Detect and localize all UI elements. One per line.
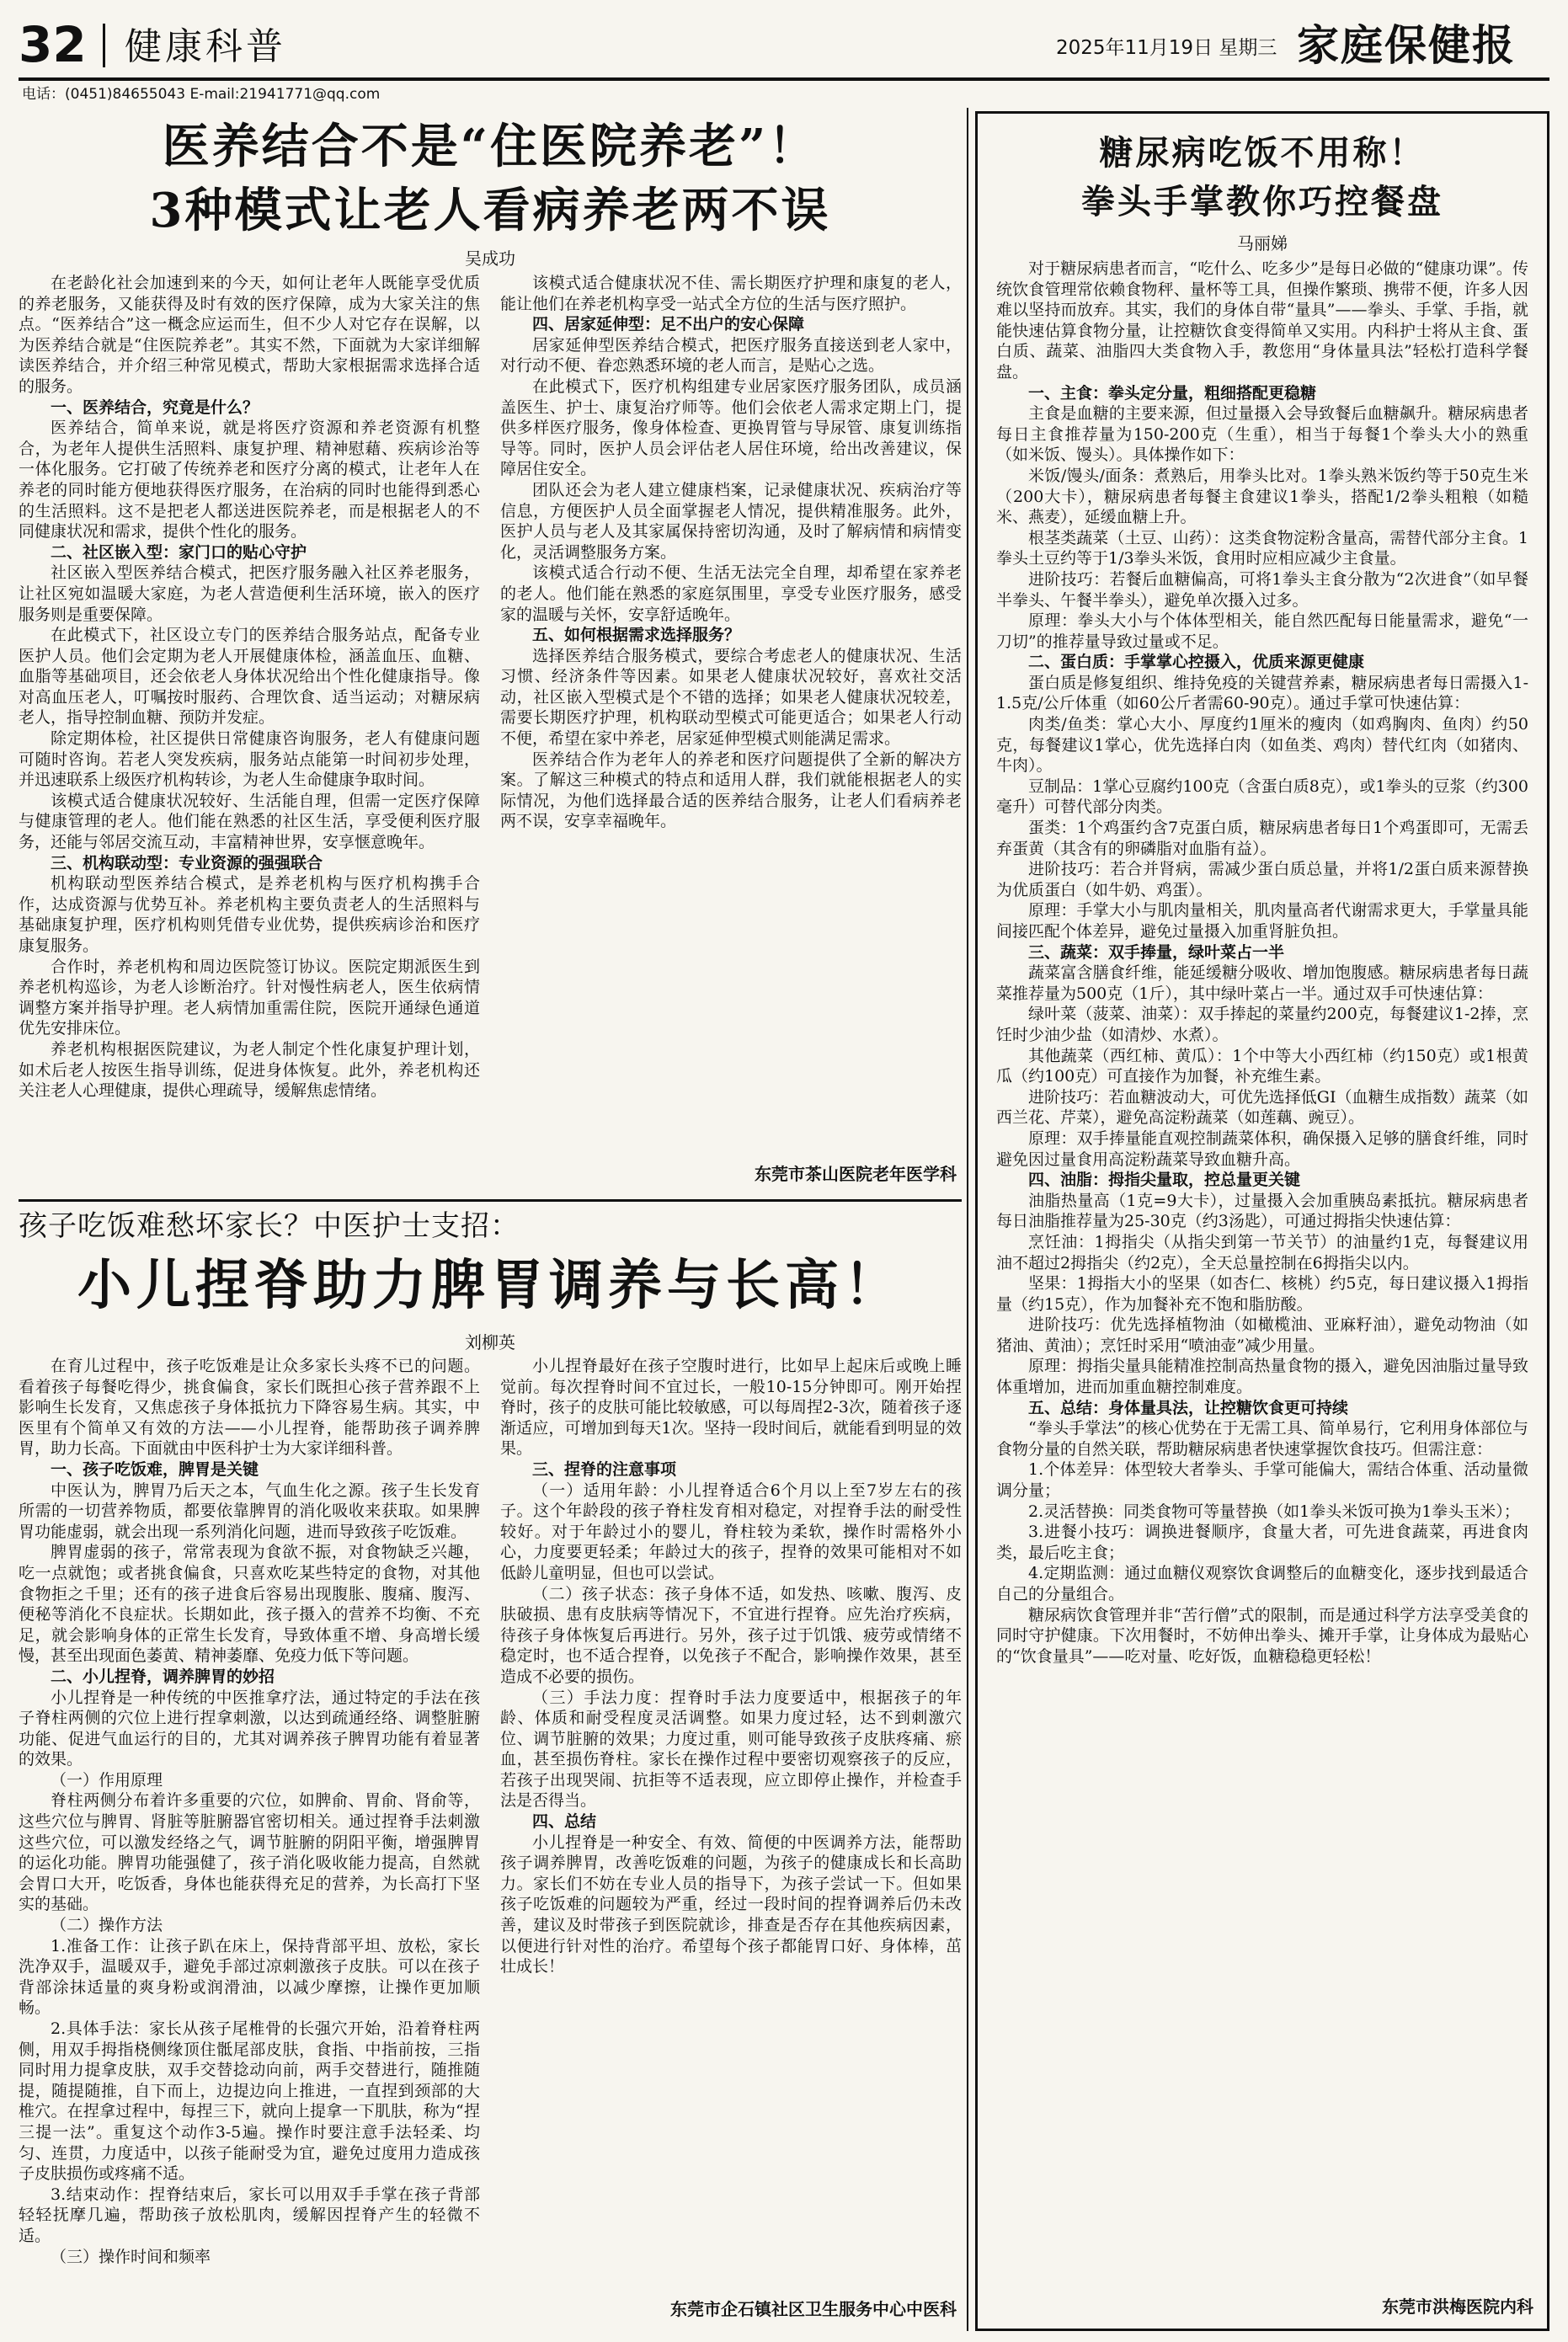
- article-author: 马丽娣: [1237, 233, 1288, 253]
- title-line-1: 糖尿病吃饭不用称！: [1099, 133, 1426, 173]
- paragraph: 在此模式下，医疗机构组建专业居家医疗服务团队，成员涵盖医生、护士、康复治疗师等。他们会依老人需求定期上门，提供多样医疗服务，像身体检查、更换胃管与导尿管、康复训练指导等。同时，医护人员会评估老人居住环境，给出改善建议，保障居住安全。: [500, 376, 962, 479]
- paragraph: 该模式适合健康状况不佳、需长期医疗护理和康复的老人，能让他们在养老机构享受一站式全方位的生活与医疗照护。: [500, 274, 962, 313]
- article-title: 小儿捏脊助力脾胃调养与长高！: [77, 1254, 903, 1317]
- paragraph: 养老机构根据医院建议，为老人制定个性化康复护理计划，如术后老人按医生指导训练，促进身体恢复。此外，养老机构还关注老人心理健康，提供心理疏导，缓解焦虑情绪。: [19, 1039, 480, 1101]
- paper-name: 家庭保健报: [1297, 20, 1516, 70]
- paragraph: 原理：拳头大小与个体体型相关，能自然匹配每日能量需求，避免“一刀切”的推荐量导致过量或不足。: [996, 611, 1528, 651]
- masthead-divider: [103, 24, 105, 67]
- section-heading: 三、捏脊的注意事项: [532, 1459, 677, 1479]
- paragraph: 2.灵活替换：同类食物可等量替换（如1拳头米饭可换为1拳头玉米）；: [1028, 1502, 1520, 1521]
- paragraph: 机构联动型医养结合模式，是养老机构与医疗机构携手合作，达成资源与优势互补。养老机构主要负责老人的生活照料与基础康复护理，医疗机构则凭借专业优势，提供疾病诊治和医疗康复服务。: [19, 874, 480, 955]
- paragraph: 除定期体检，社区提供日常健康咨询服务，老人有健康问题可随时咨询。若老人突发疾病，服务站点能第一时间初步处理，并迅速联系上级医疗机构转诊，为老人生命健康争取时间。: [19, 729, 480, 790]
- paragraph: 社区嵌入型医养结合模式，把医疗服务融入社区养老服务，让社区宛如温暖大家庭，为老人营造便利生活环境，嵌入的医疗服务则是重要保障。: [19, 563, 480, 624]
- paragraph: 蔬菜富含膳食纤维，能延缓糖分吸收、增加饱腹感。糖尿病患者每日蔬菜推荐量为500克（1斤），其中绿叶菜占一半。通过双手可快速估算：: [996, 963, 1528, 1003]
- paragraph: 该模式适合行动不便、生活无法完全自理，却希望在家养老的老人。他们能在熟悉的家庭氛围里，享受专业医疗服务，感受家的温暖与关怀，安享舒适晚年。: [500, 563, 962, 624]
- article-author: 刘柳英: [465, 1332, 515, 1352]
- paragraph: 4.定期监测：通过血糖仪观察饮食调整后的血糖变化，逐步找到最适合自己的分量组合。: [996, 1564, 1528, 1603]
- paragraph: 原理：拇指尖量具能精准控制高热量食物的摄入，避免因油脂过量导致体重增加，进而加重血糖控制难度。: [996, 1357, 1528, 1397]
- paragraph: 合作时，养老机构和周边医院签订协议。医院定期派医生到养老机构巡诊，为老人诊断治疗。针对慢性病老人，医生依病情调整方案并指导护理。老人病情加重需住院，医院开通绿色通道优先安排床位。: [19, 957, 480, 1038]
- paragraph: 进阶技巧：若餐后血糖偏高，可将1拳头主食分散为“2次进食”（如早餐半拳头、午餐半拳头），避免单次摄入过多。: [996, 569, 1528, 610]
- section-heading: 四、居家延伸型：足不出户的安心保障: [532, 315, 805, 334]
- paragraph: 小儿捏脊最好在孩子空腹时进行，比如早上起床后或晚上睡觉前。每次捏脊时间不宜过长，一般10-15分钟即可。刚开始捏脊时，孩子的皮肤可能比较敏感，可以每周捏2-3次，随着孩子逐渐适应，可增加到每天1次。坚持一段时间后，就能看到明显的效果。: [500, 1357, 962, 1459]
- paragraph: 蛋类：1个鸡蛋约含7克蛋白质，糖尿病患者每日1个鸡蛋即可，无需丢弃蛋黄（其含有的卵磷脂对血脂有益）。: [996, 819, 1528, 858]
- paragraph: 米饭/馒头/面条：煮熟后，用拳头比对。1拳头熟米饭约等于50克生米（200大卡），糖尿病患者每餐主食建议1拳头，搭配1/2拳头粗粮（如糙米、燕麦），延缓血糖上升。: [996, 466, 1528, 527]
- article-title: [978, 129, 1547, 227]
- paragraph: 烹饪油：1拇指尖（从指尖到第一节关节）的油量约1克，每餐建议用油不超过2拇指尖（约2克），全天总量控制在6拇指尖以内。: [996, 1232, 1528, 1272]
- section-heading: 五、如何根据需求选择服务？: [532, 626, 741, 645]
- article-divider: [19, 1199, 962, 1202]
- paragraph: 脾胃虚弱的孩子，常常表现为食欲不振，对食物缺乏兴趣，吃一点就饱；或者挑食偏食，只喜欢吃某些特定的食物，对其他食物拒之千里；还有的孩子进食后容易出现腹胀、腹痛、腹泻、便秘等消化不良症状。长期如此，孩子摄入的营养不均衡、不充足，就会影响身体的正常生长发育，导致体重不增、身高增长缓慢，甚至出现面色萎黄、精神萎靡、免疫力低下等问题。: [19, 1543, 480, 1666]
- title-line-2: 3种模式让老人看病养老两不误: [149, 183, 831, 238]
- section-heading: 四、总结: [532, 1812, 597, 1832]
- section-heading: 二、小儿捏脊，调养脾胃的妙招: [51, 1667, 275, 1686]
- paragraph: 选择医养结合服务模式，要综合考虑老人的健康状况、生活习惯、经济条件等因素。如果老人健康状况较好，喜欢社交活动，社区嵌入型模式是个不错的选择；如果老人健康状况较差，需要长期医疗护理，机构联动型模式可能更适合；如果老人行动不便，希望在家中养老，居家延伸型模式则能满足需求。: [500, 646, 962, 749]
- article-title: [19, 115, 962, 243]
- paragraph: 坚果：1拇指大小的坚果（如杏仁、核桃）约5克，每日建议摄入1拇指量（约15克），作为加餐补充不饱和脂肪酸。: [996, 1274, 1528, 1314]
- section-heading: （三）操作时间和频率: [51, 2247, 211, 2266]
- paragraph: （一）适用年龄：小儿捏脊适合6个月以上至7岁左右的孩子。这个年龄段的孩子脊柱发育相对稳定，对捏脊手法的耐受性较好。对于年龄过小的婴儿，脊柱较为柔软，操作时需格外小心，力度要更轻柔；年龄过大的孩子，捏脊的效果可能相对不如低龄儿童明显，但也可以尝试。: [500, 1480, 962, 1582]
- paragraph: 进阶技巧：若血糖波动大，可优先选择低GI（血糖生成指数）蔬菜（如西兰花、芹菜），避免高淀粉蔬菜（如莲藕、豌豆）。: [996, 1087, 1528, 1128]
- page-number: 32: [19, 16, 87, 73]
- paragraph: “拳头手掌法”的核心优势在于无需工具、简单易行，它利用身体部位与食物分量的自然关联，帮助糖尿病患者快速掌握饮食技巧。但需注意：: [996, 1419, 1528, 1459]
- section-title: 健康科普: [125, 25, 286, 68]
- paragraph: 中医认为，脾胃乃后天之本，气血生化之源。孩子生长发育所需的一切营养物质，都要依靠脾胃的消化吸收来获取。如果脾胃功能虚弱，就会出现一系列消化问题，进而导致孩子吃饭难。: [19, 1480, 480, 1541]
- paragraph: 糖尿病饮食管理并非“苦行僧”式的限制，而是通过科学方法享受美食的同时守护健康。下次用餐时，不妨伸出拳头、摊开手掌，让身体成为最贴心的“饮食量具”——吃对量、吃好饭，血糖稳稳更轻松！: [996, 1605, 1528, 1666]
- section-heading: 一、医养结合，究竟是什么？: [51, 397, 259, 417]
- section-heading: 二、社区嵌入型：家门口的贴心守护: [51, 542, 307, 562]
- article-body: [19, 273, 962, 1132]
- paragraph: 医养结合，简单来说，就是将医疗资源和养老资源有机整合，为老年人提供生活照料、康复护理、精神慰藉、疾病诊治等一体化服务。它打破了传统养老和医疗分离的模式，让老年人在养老的同时能方便地获得医疗服务，在治病的同时也能得到悉心的生活照料。这不是把老人都送进医院养老，而是根据老人的不同健康状况和需求，提供个性化的服务。: [19, 419, 480, 541]
- paragraph: 在育儿过程中，孩子吃饭难是让众多家长头疼不已的问题。看着孩子每餐吃得少，挑食偏食，家长们既担心孩子营养跟不上影响生长发育，又焦虑孩子身体抵抗力下降容易生病。其实，中医里有个简单又有效的方法——小儿捏脊，能帮助孩子调养脾胃，助力长高。下面就由中医科护士为大家详细科普。: [19, 1357, 480, 1459]
- paragraph: （三）手法力度：捏脊时手法力度要适中，根据孩子的年龄、体质和耐受程度灵活调整。如果力度过轻，达不到刺激穴位、调节脏腑的效果；力度过重，则可能导致孩子皮肤疼痛、瘀血，甚至损伤脊柱。家长在操作过程中要密切观察孩子的反应，若孩子出现哭闹、抗拒等不适表现，应立即停止操作，并检查手法是否得当。: [500, 1688, 962, 1811]
- paragraph: 在此模式下，社区设立专门的医养结合服务站点，配备专业医护人员。他们会定期为老人开展健康体检，涵盖血压、血糖、血脂等基础项目，还会依老人身体状况给出个性化健康指导。像对高血压老人，叮嘱按时服药、合理饮食、适当运动；对糖尿病老人，指导控制血糖、预防并发症。: [19, 626, 480, 728]
- paragraph: 居家延伸型医养结合模式，把医疗服务直接送到老人家中，对行动不便、眷恋熟悉环境的老人而言，是贴心之选。: [500, 335, 962, 376]
- article-elderly-care: [19, 108, 962, 1203]
- paragraph: 原理：双手捧量能直观控制蔬菜体积，确保摄入足够的膳食纤维，同时避免因过量食用高淀粉蔬菜导致血糖升高。: [996, 1128, 1528, 1169]
- paragraph: 1.准备工作：让孩子趴在床上，保持背部平坦、放松，家长洗净双手，温暖双手，避免手部过凉刺激孩子皮肤。可以在孩子背部涂抹适量的爽身粉或润滑油，以减少摩擦，让操作更加顺畅。: [19, 1936, 480, 2018]
- paragraph: 3.结束动作：捏脊结束后，家长可以用双手手掌在孩子背部轻轻抚摩几遍，帮助孩子放松肌肉，缓解因捏脊产生的轻微不适。: [19, 2185, 480, 2245]
- section-heading: 四、油脂：拇指尖量取，控总量更关键: [1028, 1171, 1301, 1190]
- masthead: [19, 15, 1549, 81]
- issue-date: 2025年11月19日 星期三: [1056, 37, 1277, 59]
- section-heading: 三、机构联动型：专业资源的强强联合: [51, 853, 323, 872]
- paragraph: 豆制品：1掌心豆腐约100克（含蛋白质8克），或1拳头的豆浆（约300毫升）可替代部分肉类。: [996, 776, 1528, 817]
- paragraph: 肉类/鱼类：掌心大小、厚度约1厘米的瘦肉（如鸡胸肉、鱼肉）约50克，每餐建议1掌心，优先选择白肉（如鱼类、鸡肉）替代红肉（如猪肉、牛肉）。: [996, 715, 1528, 776]
- article-credit: 东莞市企石镇社区卫生服务中心中医科: [670, 2299, 957, 2319]
- paragraph: 2.具体手法：家长从孩子尾椎骨的长强穴开始，沿着脊柱两侧，用双手拇指桡侧缘顶住骶尾部皮肤，食指、中指前按，三指同时用力提拿皮肤，双手交替捻动向前，两手交替进行，随推随提，随提随推，自下而上，边提边向上推进，一直捏到颈部的大椎穴。在捏拿过程中，每捏三下，就向上提拿一下肌肤，称为“捏三提一法”。重复这个动作3-5遍。操作时要注意手法轻柔、均匀、连贯，力度适中，以孩子能耐受为宜，避免过度用力造成孩子皮肤损伤或疼痛不适。: [19, 2019, 480, 2184]
- paragraph: 根茎类蔬菜（土豆、山药）：这类食物淀粉含量高，需替代部分主食。1拳头土豆约等于1/3拳头米饭，食用时应相应减少主食量。: [996, 528, 1528, 568]
- title-line-2: 拳头手掌教你巧控餐盘: [1081, 182, 1443, 221]
- paragraph: 主食是血糖的主要来源，但过量摄入会导致餐后血糖飙升。糖尿病患者每日主食推荐量为150-200克（生重），相当于每餐1个拳头大小的熟重（如米饭、馒头）。具体操作如下：: [996, 404, 1528, 465]
- paragraph: 小儿捏脊是一种传统的中医推拿疗法，通过特定的手法在孩子脊柱两侧的穴位上进行捏拿刺激，以达到疏通经络、调整脏腑功能、促进气血运行的目的，尤其对调养孩子脾胃功能有着显著的效果。: [19, 1688, 480, 1769]
- paragraph: 3.进餐小技巧：调换进餐顺序，食量大者，可先进食蔬菜，再进食肉类，最后吃主食；: [996, 1523, 1528, 1562]
- contact-line: 电话：(0451)84655043 E-mail:21941771@qq.com: [22, 86, 381, 103]
- section-heading: 二、蛋白质：手掌掌心控摄入，优质来源更健康: [1028, 653, 1365, 672]
- paragraph: 医养结合作为老年人的养老和医疗问题提供了全新的解决方案。了解这三种模式的特点和适用人群，我们就能根据老人的实际情况，为他们选择最合适的医养结合服务，让老人们看病养老两不误，安享幸福晚年。: [500, 750, 962, 831]
- article-body: [996, 259, 1528, 2280]
- article-child-spine-pinching: [19, 1206, 962, 2330]
- paragraph: 1.个体差异：体型较大者拳头、手掌可能偏大，需结合体重、活动量微调分量；: [996, 1460, 1528, 1501]
- paragraph: 对于糖尿病患者而言，“吃什么、吃多少”是每日必做的“健康功课”。传统饮食管理常依赖食物秤、量杯等工具，但操作繁琐、携带不便，许多人因难以坚持而放弃。其实，我们的身体自带“量具”——拳头、手掌、手指，就能快速估算食物分量，让控糖饮食变得简单又实用。内科护士将从主食、蛋白质、蔬菜、油脂四大类食物入手，教您用“身体量具法”轻松打造科学餐盘。: [996, 259, 1528, 381]
- paragraph: 其他蔬菜（西红柿、黄瓜）：1个中等大小西红柿（约150克）或1根黄瓜（约100克）可直接作为加餐，补充维生素。: [996, 1046, 1528, 1086]
- paragraph: 原理：手掌大小与肌肉量相关，肌肉量高者代谢需求更大，手掌量具能间接匹配个体差异，避免过量摄入加重肾脏负担。: [996, 901, 1528, 941]
- paragraph: 在老龄化社会加速到来的今天，如何让老年人既能享受优质的养老服务，又能获得及时有效的医疗保障，成为大家关注的焦点。“医养结合”这一概念应运而生，但不少人对它存在误解，以为医养结合就是“住医院养老”。其实不然，下面就为大家详细解读医养结合，并介绍三种常见模式，帮助大家根据需求选择合适的服务。: [19, 274, 480, 396]
- paragraph: 团队还会为老人建立健康档案，记录健康状况、疾病治疗等信息，方便医护人员全面掌握老人情况，提供精准服务。此外，医护人员与老人及其家属保持密切沟通，及时了解病情和病情变化，灵活调整服务方案。: [500, 480, 962, 562]
- paragraph: 进阶技巧：若合并肾病，需减少蛋白质总量，并将1/2蛋白质来源替换为优质蛋白（如牛奶、鸡蛋）。: [996, 860, 1528, 899]
- section-heading: 三、蔬菜：双手捧量，绿叶菜占一半: [1028, 942, 1285, 962]
- paragraph: 绿叶菜（菠菜、油菜）：双手捧起的菜量约200克，每餐建议1-2捧，烹饪时少油少盐（如清炒、水煮）。: [996, 1005, 1528, 1044]
- section-heading: （一）作用原理: [51, 1770, 163, 1790]
- article-credit: 东莞市茶山医院老年医学科: [755, 1164, 957, 1184]
- article-kicker: 孩子吃饭难愁坏家长？中医护士支招：: [19, 1209, 520, 1243]
- section-heading: 一、主食：拳头定分量，粗细搭配更稳糖: [1028, 383, 1317, 403]
- paragraph: （二）孩子状态：孩子身体不适，如发热、咳嗽、腹泻、皮肤破损、患有皮肤病等情况下，不宜进行捏脊。应先治疗疾病，待孩子身体恢复后再进行。另外，孩子过于饥饿、疲劳或情绪不稳定时，也不适合捏脊，以免孩子不配合，影响操作效果，甚至造成不必要的损伤。: [500, 1584, 962, 1686]
- article-credit: 东莞市洪梅医院内科: [1382, 2297, 1533, 2317]
- paragraph: 进阶技巧：优先选择植物油（如橄榄油、亚麻籽油），避免动物油（如猪油、黄油）；烹饪时采用“喷油壶”减少用量。: [996, 1315, 1528, 1355]
- title-line-1: 医养结合不是“住医院养老”！: [162, 119, 819, 174]
- paragraph: 脊柱两侧分布着许多重要的穴位，如脾俞、胃俞、肾俞等，这些穴位与脾胃、肾脏等脏腑器官密切相关。通过捏脊手法刺激这些穴位，可以激发经络之气，调节脏腑的阴阳平衡，增强脾胃的运化功能。脾胃功能强健了，孩子消化吸收能力提高，自然就会胃口大开，吃饭香，身体也能获得充足的营养，为长高打下坚实的基础。: [19, 1791, 480, 1914]
- article-body: [19, 1356, 962, 2291]
- column-divider: [967, 108, 968, 2331]
- article-diabetes-diet: [975, 111, 1549, 2331]
- paragraph: 油脂热量高（1克=9大卡），过量摄入会加重胰岛素抵抗。糖尿病患者每日油脂推荐量为25-30克（约3汤匙），可通过拇指尖快速估算：: [996, 1191, 1528, 1231]
- paragraph: 蛋白质是修复组织、维持免疫的关键营养素，糖尿病患者每日需摄入1-1.5克/公斤体重（如60公斤者需60-90克）。通过手掌可快速估算：: [996, 673, 1528, 713]
- section-heading: 五、总结：身体量具法，让控糖饮食更可持续: [1028, 1398, 1349, 1417]
- section-heading: 一、孩子吃饭难，脾胃是关键: [51, 1459, 259, 1479]
- paragraph: 小儿捏脊是一种安全、有效、简便的中医调养方法，能帮助孩子调养脾胃，改善吃饭难的问题，为孩子的健康成长和长高助力。家长们不妨在专业人员的指导下，为孩子尝试一下。但如果孩子吃饭难的问题较为严重，经过一段时间的捏脊调养后仍未改善，建议及时带孩子到医院就诊，排查是否存在其他疾病因素，以便进行针对性的治疗。希望每个孩子都能胃口好、身体棒，茁壮成长！: [500, 1833, 962, 1977]
- article-author: 吴成功: [465, 248, 515, 269]
- section-heading: （二）操作方法: [51, 1916, 163, 1935]
- paragraph: 该模式适合健康状况较好、生活能自理，但需一定医疗保障与健康管理的老人。他们能在熟悉的社区生活，享受便利医疗服务，还能与邻居交流互动，丰富精神世界，安享惬意晚年。: [19, 791, 480, 852]
